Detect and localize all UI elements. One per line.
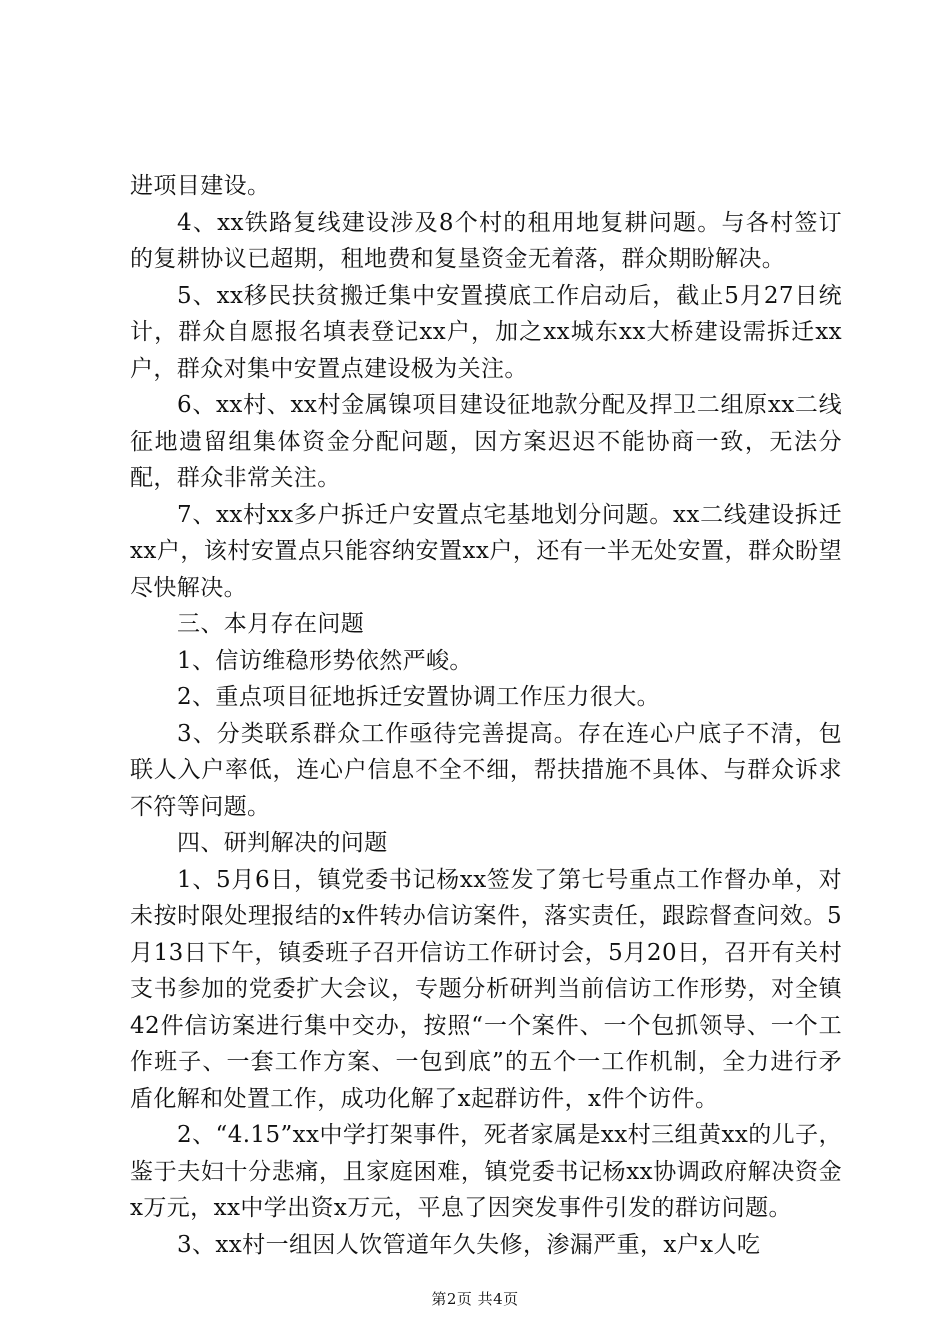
section-heading-4: 四、研判解决的问题 — [177, 830, 388, 856]
page-number-footer: 第2页 共4页 — [431, 1290, 519, 1308]
paragraph-item-7: 7、xx村xx多户拆迁户安置点宅基地划分问题。xx二线建设拆迁xx户，该村安置点只能容纳安置xx户，还有一半无处安置，群众盼望尽快解决。 — [130, 501, 842, 601]
section-heading-3: 三、本月存在问题 — [177, 611, 365, 637]
paragraph-resolved-3: 3、xx村一组因人饮管道年久失修，渗漏严重，x户x人吃 — [177, 1231, 761, 1258]
paragraph-continuation: 进项目建设。 — [130, 173, 271, 199]
paragraph-problem-1: 1、信访维稳形势依然严峻。 — [177, 647, 473, 674]
paragraph-item-4: 4、xx铁路复线建设涉及8个村的租用地复耕问题。与各村签订的复耕协议已超期，租地费和复垦资金无着落，群众期盼解决。 — [130, 209, 842, 272]
paragraph-resolved-1: 1、5月6日，镇党委书记杨xx签发了第七号重点工作督办单，对未按时限处理报结的x件转办信访案件，落实责任，跟踪督查问效。5月13日下午，镇委班子召开信访工作研讨会，5月20日，召开有关村支书参加的党委扩大会议，专题分析研判当前信访工作形势，对全镇42件信访案进行集中交办，按照“一个案件、一个包抓领导、一个工作班子、一套工作方案、一包到底”的五个一工作机制，全力进行矛盾化解和处置工作，成功化解了x起群访件，x件个访件。 — [130, 866, 842, 1112]
paragraph-item-5: 5、xx移民扶贫搬迁集中安置摸底工作启动后，截止5月27日统计，群众自愿报名填表登记xx户，加之xx城东xx大桥建设需拆迁xx户，群众对集中安置点建设极为关注。 — [130, 282, 842, 382]
paragraph-item-6: 6、xx村、xx村金属镍项目建设征地款分配及捍卫二组原xx二线征地遗留组集体资金分配问题，因方案迟迟不能协商一致，无法分配，群众非常关注。 — [130, 392, 842, 491]
document-body — [130, 168, 842, 1263]
paragraph-problem-2: 2、重点项目征地拆迁安置协调工作压力很大。 — [177, 684, 661, 710]
paragraph-resolved-2: 2、“4.15”xx中学打架事件，死者家属是xx村三组黄xx的儿子，鉴于夫妇十分悲痛，且家庭困难，镇党委书记杨xx协调政府解决资金x万元，xx中学出资x万元，平息了因突发事件引发的群访问题。 — [130, 1122, 842, 1221]
paragraph-problem-3: 3、分类联系群众工作亟待完善提高。存在连心户底子不清，包联人入户率低，连心户信息不全不细，帮扶措施不具体、与群众诉求不符等问题。 — [130, 720, 842, 820]
